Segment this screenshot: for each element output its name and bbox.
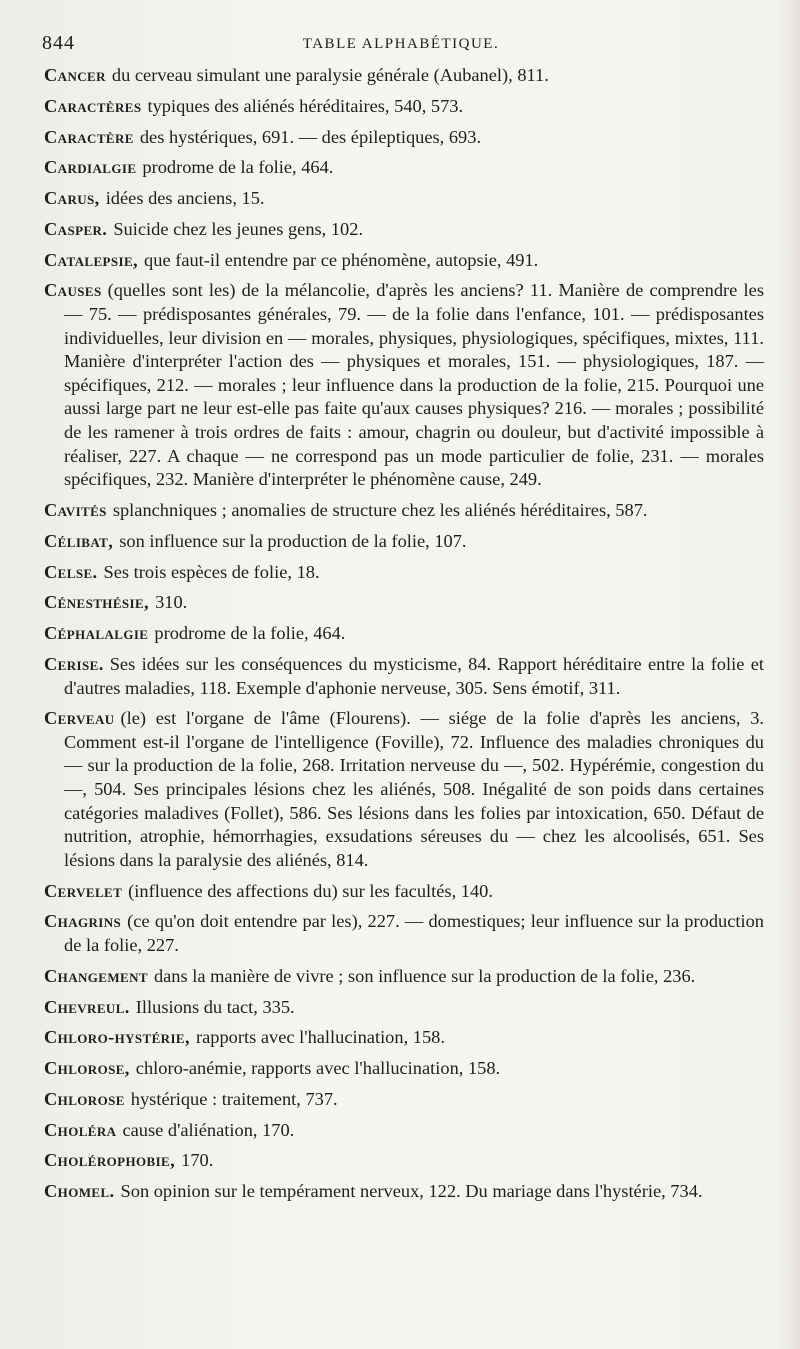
entry-term: Céphalalgie [44,623,149,644]
entry-text: prodrome de la folie, 464. [154,623,346,644]
page-number: 844 [42,32,75,54]
entry-text: son influence sur la production de la folie, 107. [119,530,467,551]
entry-term: Cardialgie [44,157,137,178]
entry-text: (le) est l'organe de l'âme (Flourens). — siége de la folie d'après les anciens, 3. Comment est-il l'organe de l'intelligence (Foville), 72. Influence des maladies chroniques du — sur la production de la folie, 268. Irritation nerveuse du —, 502. Hypérémie, congestion du —, 504. Ses principales lésions chez les aliénés, 508. Inégalité de son poids dans certaines catégories maladives (Follet), 586. Ses lésions dans les folies par intoxication, 650. Défaut de nutrition, atrophie, hémorrhagies, exsudations séreuses du — chez les alcoolisés, 651. Ses lésions dans la paralysie des aliénés, 814. [64,708,764,870]
index-entry [44,622,764,646]
entry-text: 310. [155,592,188,613]
entry-text: Ses idées sur les conséquences du mysticisme, 84. Rapport héréditaire entre la folie et d'autres maladies, 118. Exemple d'aphonie nerveuse, 305. Sens émotif, 311. [64,653,764,698]
entry-text: 170. [181,1150,214,1171]
entry-text: hystérique : traitement, 737. [130,1088,338,1109]
entry-text: Suicide chez les jeunes gens, 102. [113,218,364,239]
entry-term: Casper. [44,218,108,239]
index-entry [44,279,764,491]
entry-term: Cénesthésie, [44,592,150,613]
entry-term: Cancer [44,65,106,85]
running-title: TABLE ALPHABÉTIQUE. [302,36,500,52]
entry-term: Catalepsie, [44,249,139,270]
entry-term: Celse. [44,561,98,582]
index-entry [44,1026,764,1050]
entry-term: Chagrins [44,911,122,932]
entry-text: du cerveau simulant une paralysie générale (Aubanel), 811. [111,65,549,85]
entry-term: Chlorose [44,1088,125,1109]
index-entry [44,880,764,904]
entry-text: rapports avec l'hallucination, 158. [196,1027,445,1048]
index-entry [44,187,764,211]
entry-term: Caractères [44,95,142,116]
index-entry [44,530,764,554]
index-entry [44,910,764,957]
entry-term: Cavités [44,500,107,520]
entry-term: Changement [44,965,148,986]
index-entry [44,1119,764,1143]
index-entry [44,95,764,119]
entry-text: dans la manière de vivre ; son influence sur la production de la folie, 236. [153,965,696,986]
entry-text: typiques des aliénés héréditaires, 540, 573. [147,95,464,116]
entry-text: splanchniques ; anomalies de structure chez les aliénés héréditaires, 587. [112,500,648,520]
entry-text: des hystériques, 691. — des épileptiques, 693. [139,126,482,147]
entry-text: cause d'aliénation, 170. [122,1119,295,1140]
entry-term: Chomel. [44,1181,115,1202]
index-entry [44,996,764,1020]
entry-text: prodrome de la folie, 464. [142,157,334,178]
index-entry [44,64,764,88]
entry-term: Caractère [44,126,134,147]
entry-text: Son opinion sur le tempérament nerveux, 122. Du mariage dans l'hystérie, 734. [120,1181,703,1202]
entry-text: que faut-il entendre par ce phénomène, autopsie, 491. [144,249,539,270]
entry-term: Cervelet [44,880,123,901]
entry-term: Cerise. [44,653,104,674]
entry-text: Ses trois espèces de folie, 18. [103,561,320,582]
entry-term: Chlorose, [44,1058,130,1079]
index-entry [44,249,764,273]
entry-text: Illusions du tact, 335. [135,996,295,1017]
entry-term: Choléra [44,1119,117,1140]
entry-term: Cerveau [44,708,115,729]
entry-term: Chevreul. [44,996,130,1017]
entry-text: (quelles sont les) de la mélancolie, d'après les anciens? 11. Manière de comprendre les — 75. — prédisposantes générales, 79. — de la folie dans l'enfance, 101. — prédisposantes individuelles, leur division en — morales, physiques, physiologiques, spécifiques, mixtes, 111. Manière d'interpréter l'action des — physiques et morales, 151. — physiologiques, 187. — spécifiques, 212. — morales ; leur influence dans la production de la folie, 215. Pourquoi une aussi large part ne leur est-elle pas faite qu'aux causes physiques? 216. — morales ; possibilité de les ramener à trois ordres de faits : amour, chagrin ou douleur, but d'activité impossible à réaliser, 227. A chaque — ne correspond pas un mode particulier de folie, 231. — morales spécifiques, 232. Manière d'interpréter le phénomène cause, 249. [64,280,764,490]
index-entry [44,499,764,523]
entry-term: Cholérophobie, [44,1150,176,1171]
entry-term: Chloro-hystérie, [44,1027,190,1048]
index-entry [44,1180,764,1204]
entry-term: Carus, [44,188,100,209]
entry-term: Célibat, [44,530,114,551]
index-entry [44,965,764,989]
index-entry [44,653,764,700]
index-entry [44,218,764,242]
entry-text: (influence des affections du) sur les facultés, 140. [128,880,493,901]
index-entries [44,64,764,1211]
index-entry [44,1057,764,1081]
index-entry [44,1088,764,1112]
entry-text: chloro-anémie, rapports avec l'hallucination, 158. [135,1058,501,1079]
index-entry [44,126,764,150]
index-entry [44,707,764,872]
entry-text: (ce qu'on doit entendre par les), 227. — domestiques; leur influence sur la production de la folie, 227. [64,911,764,955]
index-entry [44,1149,764,1173]
index-entry [44,561,764,585]
page-edge-shadow [778,0,800,1349]
entry-term: Causes [44,280,102,301]
index-entry [44,591,764,615]
entry-text: idées des anciens, 15. [105,188,265,209]
page-header [42,28,760,58]
index-entry [44,156,764,180]
